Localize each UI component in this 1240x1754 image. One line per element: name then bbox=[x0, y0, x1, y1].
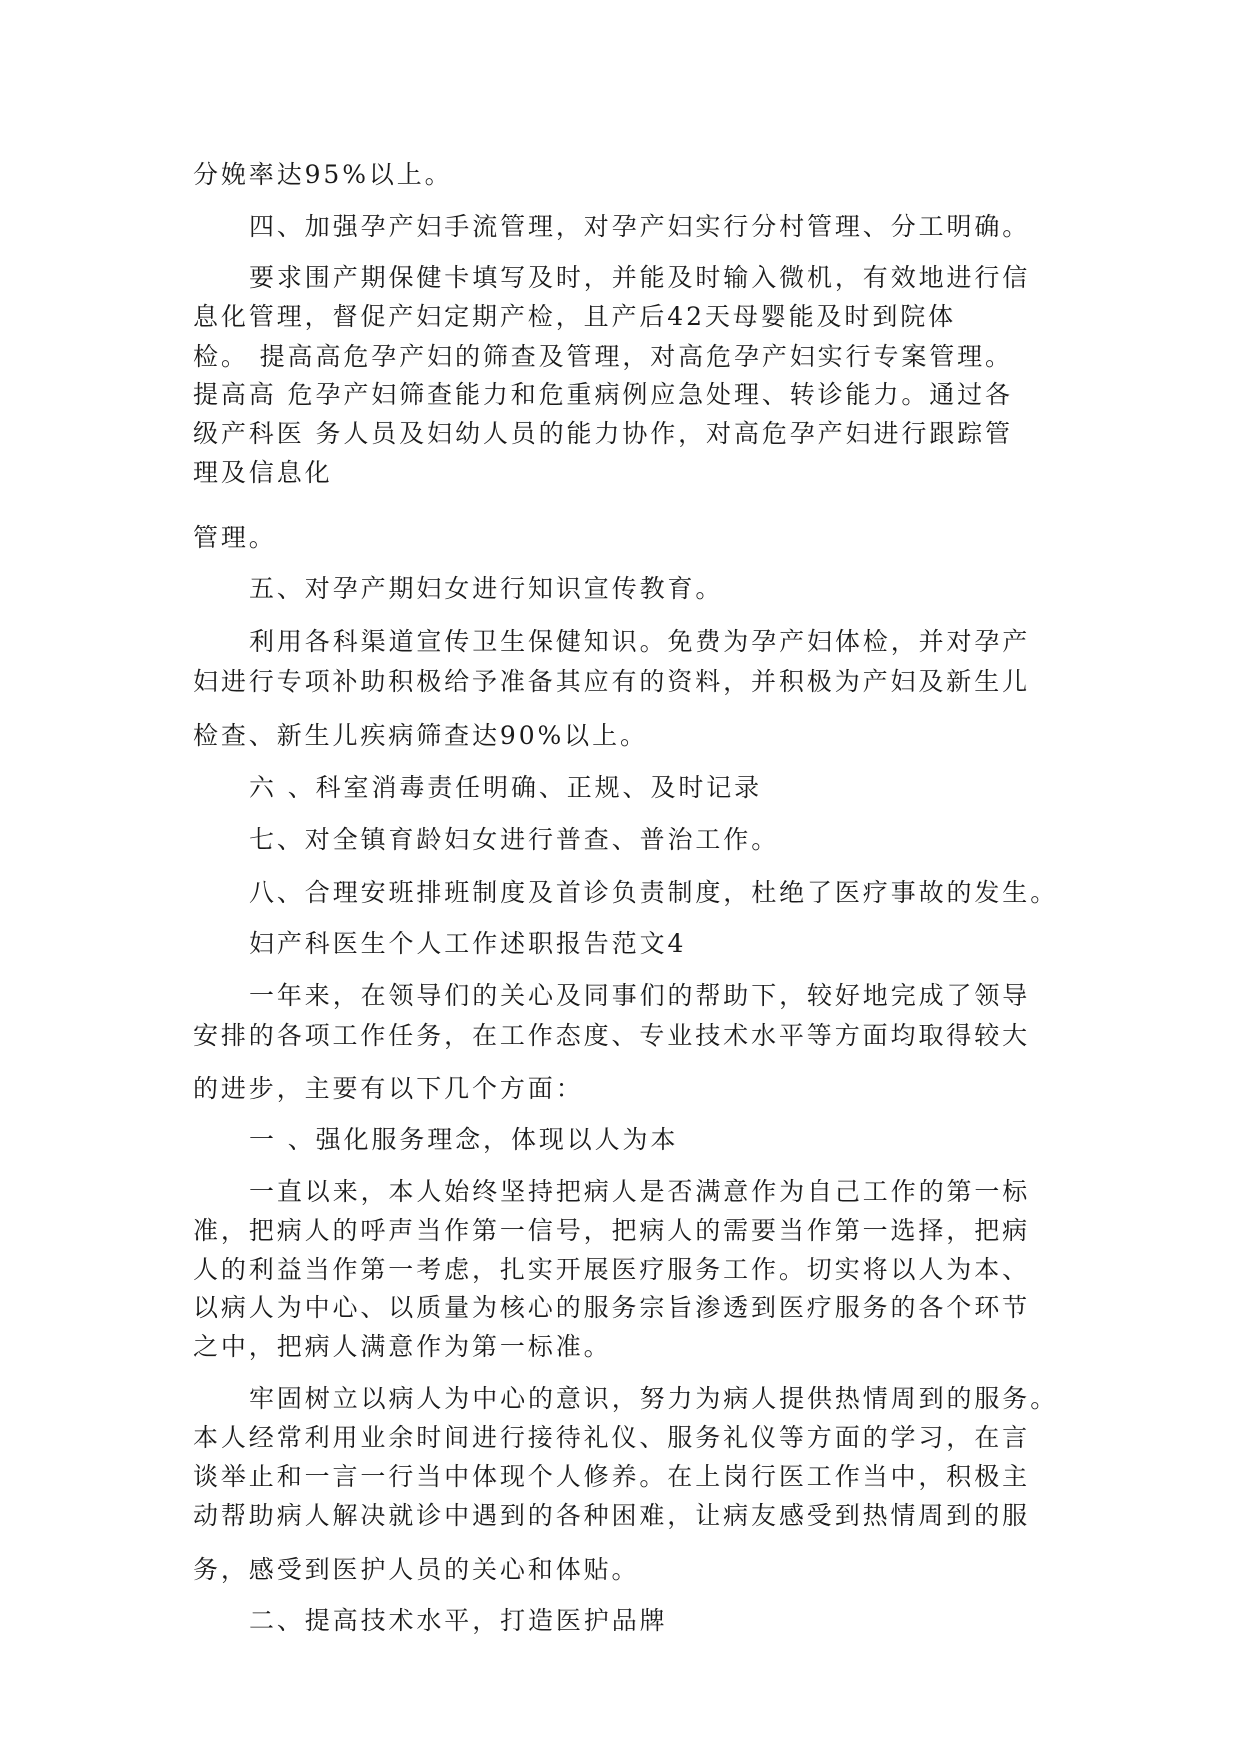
text-line: 利用各科渠道宣传卫生保健知识。免费为孕产妇体检，并对孕产 bbox=[249, 627, 1031, 656]
section-heading: 四、加强孕产妇手流管理，对孕产妇实行分村管理、分工明确。 bbox=[249, 212, 1031, 241]
text-line: 安排的各项工作任务，在工作态度、专业技术水平等方面均取得较大 bbox=[193, 1021, 1031, 1050]
text-line: 人的利益当作第一考虑，扎实开展医疗服务工作。切实将以人为本、 bbox=[193, 1255, 1031, 1284]
text-line: 级产科医 务人员及妇幼人员的能力协作，对高危孕产妇进行跟踪管 bbox=[193, 419, 1013, 448]
text-line: 管理。 bbox=[193, 523, 277, 552]
text-line: 务，感受到医护人员的关心和体贴。 bbox=[193, 1555, 640, 1584]
section-heading: 八、合理安班排班制度及首诊负责制度，杜绝了医疗事故的发生。 bbox=[249, 878, 1059, 907]
text-line: 提高高 危孕产妇筛查能力和危重病例应急处理、转诊能力。通过各 bbox=[193, 380, 1013, 409]
section-heading: 六 、科室消毒责任明确、正规、及时记录 bbox=[249, 773, 763, 802]
text-line: 一直以来，本人始终坚持把病人是否满意作为自己工作的第一标 bbox=[249, 1177, 1031, 1206]
text-line: 妇进行专项补助积极给予准备其应有的资料，并积极为产妇及新生儿 bbox=[193, 667, 1031, 696]
section-heading: 一 、强化服务理念，体现以人为本 bbox=[249, 1125, 679, 1154]
text-line: 准，把病人的呼声当作第一信号，把病人的需要当作第一选择，把病 bbox=[193, 1216, 1031, 1245]
section-heading: 二、提高技术水平，打造医护品牌 bbox=[249, 1606, 668, 1635]
section-heading: 五、对孕产期妇女进行知识宣传教育。 bbox=[249, 574, 724, 603]
text-line: 理及信息化 bbox=[193, 458, 333, 487]
text-line: 谈举止和一言一行当中体现个人修养。在上岗行医工作当中，积极主 bbox=[193, 1462, 1031, 1491]
text-line: 检查、新生儿疾病筛查达90%以上。 bbox=[193, 721, 648, 750]
text-line: 一年来，在领导们的关心及同事们的帮助下，较好地完成了领导 bbox=[249, 981, 1031, 1010]
text-line: 以病人为中心、以质量为核心的服务宗旨渗透到医疗服务的各个环节 bbox=[193, 1293, 1031, 1322]
text-line: 本人经常利用业余时间进行接待礼仪、服务礼仪等方面的学习，在言 bbox=[193, 1423, 1031, 1452]
text-line: 动帮助病人解决就诊中遇到的各种困难，让病友感受到热情周到的服 bbox=[193, 1501, 1031, 1530]
section-heading: 七、对全镇育龄妇女进行普查、普治工作。 bbox=[249, 825, 780, 854]
text-line: 之中，把病人满意作为第一标准。 bbox=[193, 1332, 612, 1361]
text-line: 要求围产期保健卡填写及时，并能及时输入微机，有效地进行信 bbox=[249, 263, 1031, 292]
text-line: 牢固树立以病人为中心的意识，努力为病人提供热情周到的服务。 bbox=[249, 1384, 1059, 1413]
text-line: 息化管理，督促产妇定期产检，且产后42天母婴能及时到院体 bbox=[193, 302, 957, 331]
text-line: 的进步，主要有以下几个方面： bbox=[193, 1074, 584, 1103]
text-line: 检。 提高高危孕产妇的筛查及管理，对高危孕产妇实行专案管理。 bbox=[193, 342, 1013, 371]
text-line: 分娩率达95%以上。 bbox=[193, 160, 453, 189]
document-subtitle: 妇产科医生个人工作述职报告范文4 bbox=[249, 929, 687, 958]
